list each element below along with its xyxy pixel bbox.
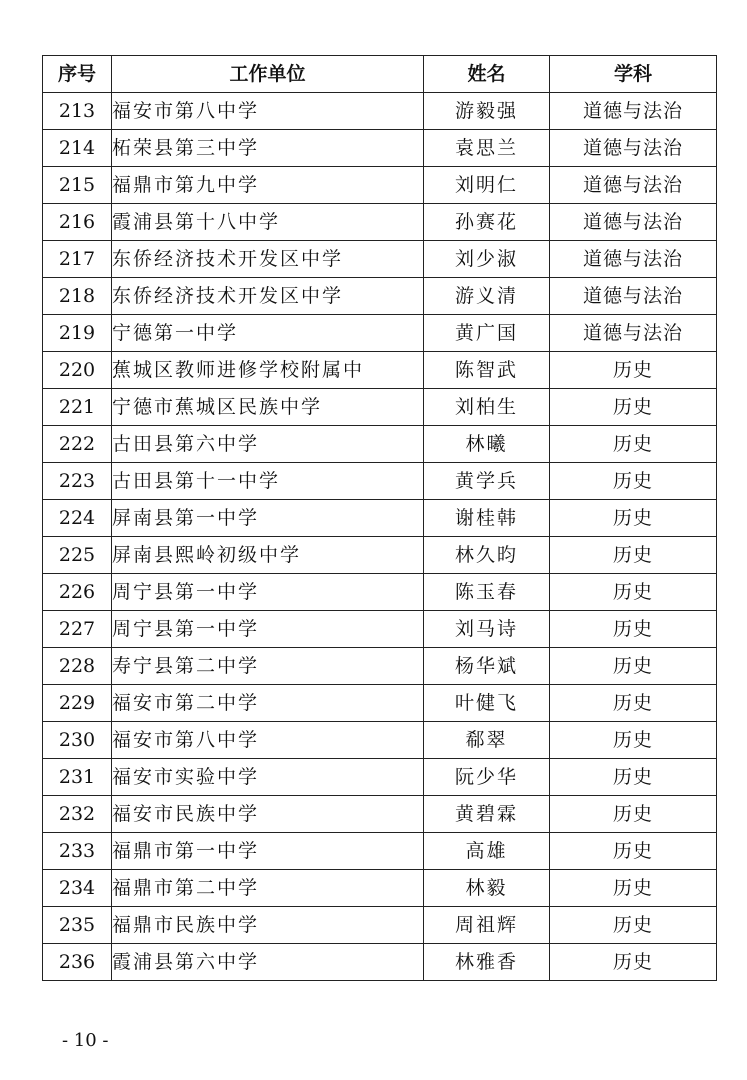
table-row bbox=[43, 241, 717, 278]
name-cell: 袁思兰 bbox=[424, 130, 550, 167]
serial-number-cell: 226 bbox=[43, 574, 112, 611]
header-serial-number: 序号 bbox=[43, 56, 112, 93]
work-unit-cell: 古田县第六中学 bbox=[112, 426, 424, 463]
table-row bbox=[43, 870, 717, 907]
subject-cell: 历史 bbox=[550, 722, 717, 759]
subject-cell: 历史 bbox=[550, 685, 717, 722]
table-row bbox=[43, 426, 717, 463]
name-cell: 杨华斌 bbox=[424, 648, 550, 685]
subject-cell: 历史 bbox=[550, 648, 717, 685]
name-cell: 刘柏生 bbox=[424, 389, 550, 426]
subject-cell: 道德与法治 bbox=[550, 93, 717, 130]
work-unit-cell: 福安市实验中学 bbox=[112, 759, 424, 796]
work-unit-cell: 霞浦县第十八中学 bbox=[112, 204, 424, 241]
serial-number-cell: 224 bbox=[43, 500, 112, 537]
serial-number-cell: 217 bbox=[43, 241, 112, 278]
subject-cell: 道德与法治 bbox=[550, 167, 717, 204]
subject-cell: 历史 bbox=[550, 796, 717, 833]
serial-number-cell: 215 bbox=[43, 167, 112, 204]
table-row bbox=[43, 796, 717, 833]
subject-cell: 历史 bbox=[550, 574, 717, 611]
subject-cell: 历史 bbox=[550, 500, 717, 537]
work-unit-cell: 蕉城区教师进修学校附属中 bbox=[112, 352, 424, 389]
name-cell: 黄碧霖 bbox=[424, 796, 550, 833]
table-row bbox=[43, 833, 717, 870]
work-unit-cell: 福鼎市民族中学 bbox=[112, 907, 424, 944]
header-name: 姓名 bbox=[424, 56, 550, 93]
work-unit-cell: 东侨经济技术开发区中学 bbox=[112, 241, 424, 278]
work-unit-cell: 福安市民族中学 bbox=[112, 796, 424, 833]
work-unit-cell: 福鼎市第一中学 bbox=[112, 833, 424, 870]
work-unit-cell: 福安市第二中学 bbox=[112, 685, 424, 722]
subject-cell: 历史 bbox=[550, 944, 717, 981]
name-cell: 陈玉春 bbox=[424, 574, 550, 611]
table-row bbox=[43, 574, 717, 611]
name-cell: 黄广国 bbox=[424, 315, 550, 352]
subject-cell: 历史 bbox=[550, 759, 717, 796]
serial-number-cell: 213 bbox=[43, 93, 112, 130]
work-unit-cell: 宁德第一中学 bbox=[112, 315, 424, 352]
serial-number-cell: 223 bbox=[43, 463, 112, 500]
name-cell: 周祖辉 bbox=[424, 907, 550, 944]
name-cell: 陈智武 bbox=[424, 352, 550, 389]
table-row bbox=[43, 537, 717, 574]
table-row bbox=[43, 389, 717, 426]
subject-cell: 道德与法治 bbox=[550, 241, 717, 278]
serial-number-cell: 232 bbox=[43, 796, 112, 833]
roster-table bbox=[42, 55, 717, 981]
serial-number-cell: 236 bbox=[43, 944, 112, 981]
subject-cell: 道德与法治 bbox=[550, 278, 717, 315]
name-cell: 游毅强 bbox=[424, 93, 550, 130]
table-row bbox=[43, 93, 717, 130]
serial-number-cell: 220 bbox=[43, 352, 112, 389]
table-row bbox=[43, 611, 717, 648]
serial-number-cell: 229 bbox=[43, 685, 112, 722]
name-cell: 刘少淑 bbox=[424, 241, 550, 278]
work-unit-cell: 霞浦县第六中学 bbox=[112, 944, 424, 981]
work-unit-cell: 东侨经济技术开发区中学 bbox=[112, 278, 424, 315]
subject-cell: 道德与法治 bbox=[550, 315, 717, 352]
subject-cell: 历史 bbox=[550, 389, 717, 426]
serial-number-cell: 230 bbox=[43, 722, 112, 759]
table-row bbox=[43, 130, 717, 167]
table-row bbox=[43, 167, 717, 204]
serial-number-cell: 214 bbox=[43, 130, 112, 167]
work-unit-cell: 福安市第八中学 bbox=[112, 722, 424, 759]
subject-cell: 历史 bbox=[550, 352, 717, 389]
subject-cell: 历史 bbox=[550, 611, 717, 648]
table-row bbox=[43, 759, 717, 796]
name-cell: 林曦 bbox=[424, 426, 550, 463]
serial-number-cell: 218 bbox=[43, 278, 112, 315]
table-row bbox=[43, 463, 717, 500]
table-body bbox=[43, 93, 717, 981]
table-row bbox=[43, 278, 717, 315]
work-unit-cell: 柘荣县第三中学 bbox=[112, 130, 424, 167]
subject-cell: 历史 bbox=[550, 463, 717, 500]
table-row bbox=[43, 500, 717, 537]
table-row bbox=[43, 204, 717, 241]
serial-number-cell: 216 bbox=[43, 204, 112, 241]
table-row bbox=[43, 352, 717, 389]
name-cell: 游义清 bbox=[424, 278, 550, 315]
serial-number-cell: 234 bbox=[43, 870, 112, 907]
table-row bbox=[43, 907, 717, 944]
table-row bbox=[43, 722, 717, 759]
table-header-row bbox=[43, 56, 717, 93]
subject-cell: 道德与法治 bbox=[550, 204, 717, 241]
subject-cell: 历史 bbox=[550, 907, 717, 944]
subject-cell: 历史 bbox=[550, 833, 717, 870]
serial-number-cell: 219 bbox=[43, 315, 112, 352]
name-cell: 刘马诗 bbox=[424, 611, 550, 648]
name-cell: 阮少华 bbox=[424, 759, 550, 796]
work-unit-cell: 周宁县第一中学 bbox=[112, 574, 424, 611]
subject-cell: 历史 bbox=[550, 870, 717, 907]
work-unit-cell: 屏南县第一中学 bbox=[112, 500, 424, 537]
serial-number-cell: 221 bbox=[43, 389, 112, 426]
name-cell: 孙赛花 bbox=[424, 204, 550, 241]
name-cell: 林毅 bbox=[424, 870, 550, 907]
page-number: - 10 - bbox=[62, 1030, 109, 1051]
name-cell: 谢桂韩 bbox=[424, 500, 550, 537]
name-cell: 叶健飞 bbox=[424, 685, 550, 722]
name-cell: 黄学兵 bbox=[424, 463, 550, 500]
name-cell: 高雄 bbox=[424, 833, 550, 870]
name-cell: 郗翠 bbox=[424, 722, 550, 759]
work-unit-cell: 屏南县熙岭初级中学 bbox=[112, 537, 424, 574]
header-work-unit: 工作单位 bbox=[112, 56, 424, 93]
work-unit-cell: 周宁县第一中学 bbox=[112, 611, 424, 648]
name-cell: 林雅香 bbox=[424, 944, 550, 981]
table-row bbox=[43, 315, 717, 352]
serial-number-cell: 227 bbox=[43, 611, 112, 648]
serial-number-cell: 233 bbox=[43, 833, 112, 870]
serial-number-cell: 231 bbox=[43, 759, 112, 796]
name-cell: 林久昀 bbox=[424, 537, 550, 574]
subject-cell: 道德与法治 bbox=[550, 130, 717, 167]
subject-cell: 历史 bbox=[550, 537, 717, 574]
subject-cell: 历史 bbox=[550, 426, 717, 463]
serial-number-cell: 222 bbox=[43, 426, 112, 463]
work-unit-cell: 寿宁县第二中学 bbox=[112, 648, 424, 685]
serial-number-cell: 235 bbox=[43, 907, 112, 944]
work-unit-cell: 古田县第十一中学 bbox=[112, 463, 424, 500]
serial-number-cell: 228 bbox=[43, 648, 112, 685]
table-row bbox=[43, 648, 717, 685]
table-row bbox=[43, 685, 717, 722]
work-unit-cell: 福安市第八中学 bbox=[112, 93, 424, 130]
work-unit-cell: 福鼎市第九中学 bbox=[112, 167, 424, 204]
work-unit-cell: 宁德市蕉城区民族中学 bbox=[112, 389, 424, 426]
table-row bbox=[43, 944, 717, 981]
name-cell: 刘明仁 bbox=[424, 167, 550, 204]
serial-number-cell: 225 bbox=[43, 537, 112, 574]
header-subject: 学科 bbox=[550, 56, 717, 93]
work-unit-cell: 福鼎市第二中学 bbox=[112, 870, 424, 907]
